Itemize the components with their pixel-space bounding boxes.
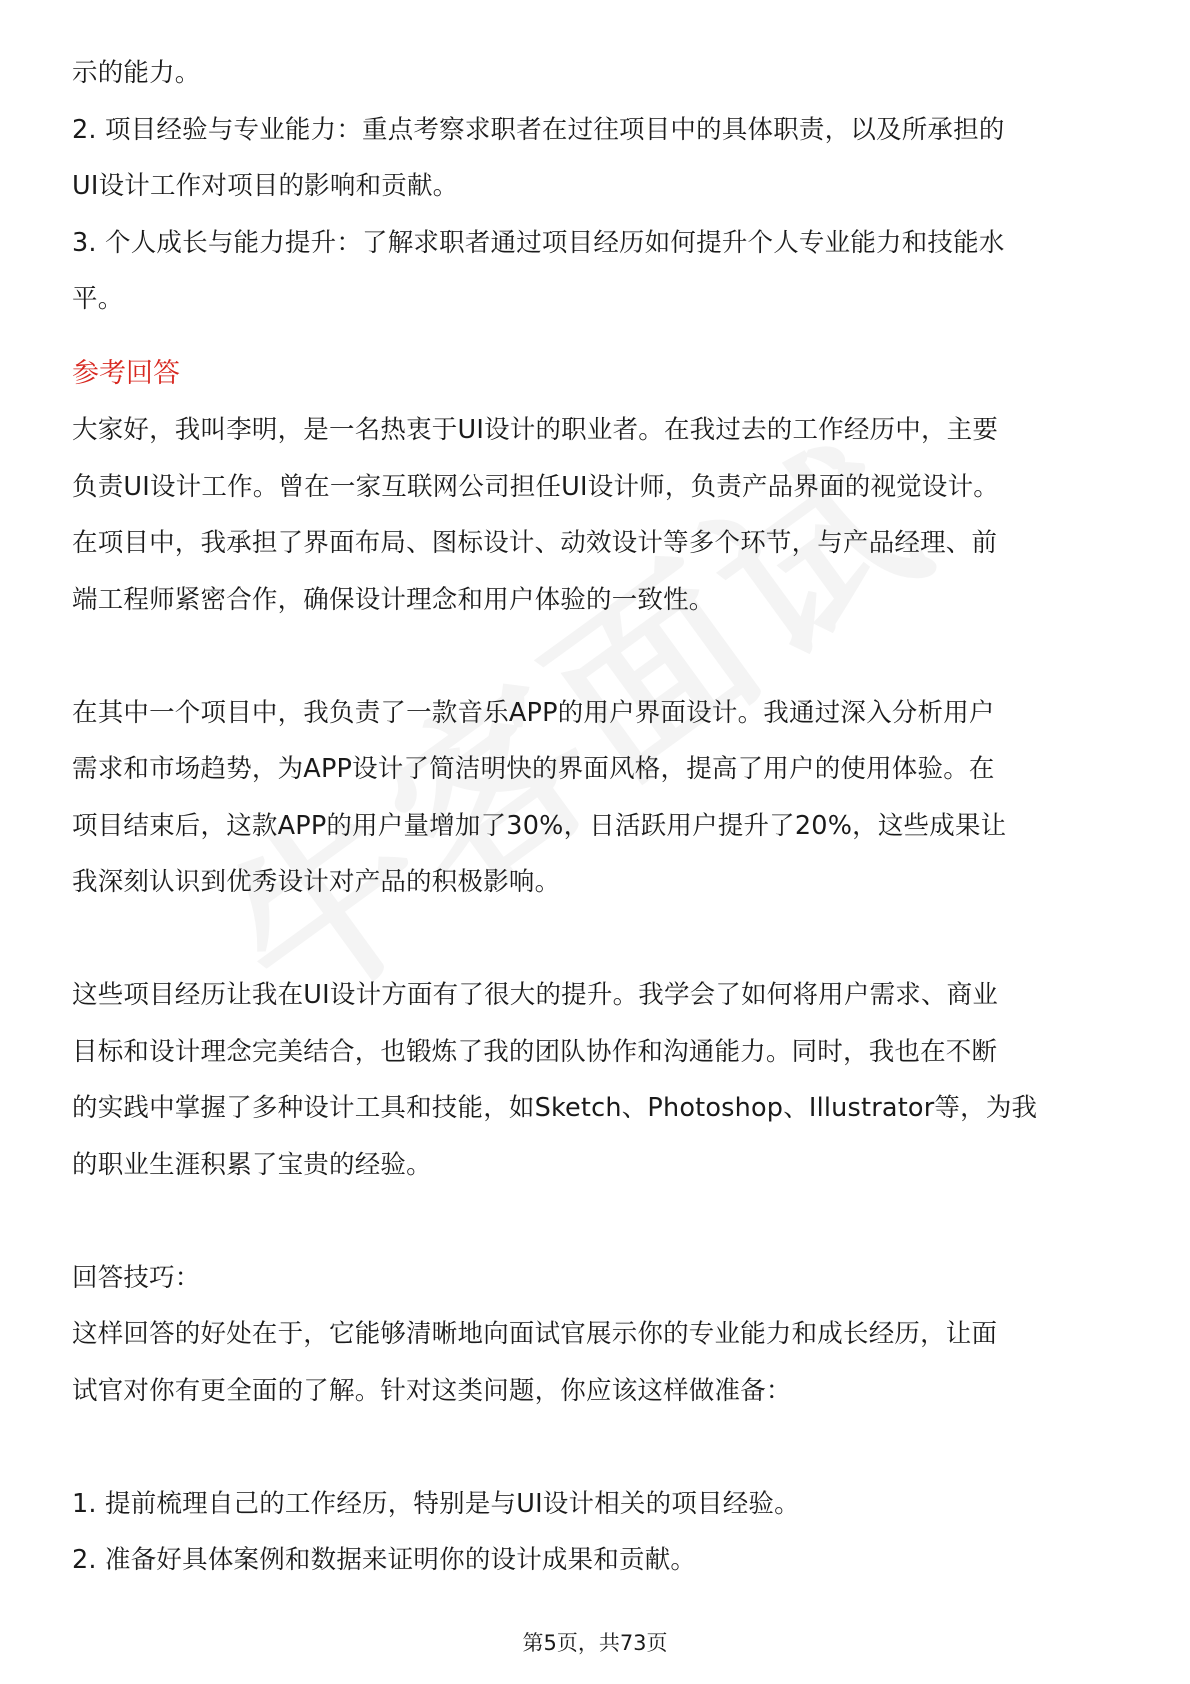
tips-heading: 回答技巧： xyxy=(72,1262,201,1293)
paragraph-gap xyxy=(72,1193,1122,1250)
text-line: 示的能力。 xyxy=(72,58,201,88)
paragraph-line: 端工程师紧密合作，确保设计理念和用户体验的一致性。 xyxy=(72,584,715,615)
document-page xyxy=(72,45,1122,1589)
text-line: UI设计工作对项目的影响和贡献。 xyxy=(72,171,459,201)
paragraph-line: 需求和市场趋势，为APP设计了简洁明快的界面风格，提高了用户的使用体验。在 xyxy=(72,754,995,784)
paragraph-line: 的职业生涯积累了宝贵的经验。 xyxy=(72,1149,432,1180)
section-title: 参考回答 xyxy=(72,357,180,389)
paragraph-line: 负责UI设计工作。曾在一家互联网公司担任UI设计师，负责产品界面的视觉设计。 xyxy=(72,471,999,502)
tips-list-item: 2. 准备好具体案例和数据来证明你的设计成果和贡献。 xyxy=(72,1545,697,1575)
tips-intro-line: 这样回答的好处在于，它能够清晰地向面试官展示你的专业能力和成长经历，让面 xyxy=(72,1319,998,1349)
paragraph-line: 大家好，我叫李明，是一名热衷于UI设计的职业者。在我过去的工作经历中，主要 xyxy=(72,415,999,445)
text-line: 2. 项目经验与专业能力：重点考察求职者在过往项目中的具体职责，以及所承担的 xyxy=(72,114,1005,145)
paragraph-line: 在项目中，我承担了界面布局、图标设计、动效设计等多个环节，与产品经理、前 xyxy=(72,528,998,558)
paragraph-line: 项目结束后，这款APP的用户量增加了30%，日活跃用户提升了20%，这些成果让 xyxy=(72,810,1007,841)
paragraph-line: 这些项目经历让我在UI设计方面有了很大的提升。我学会了如何将用户需求、商业 xyxy=(72,980,999,1010)
paragraph-line: 目标和设计理念完美结合，也锻炼了我的团队协作和沟通能力。同时，我也在不断 xyxy=(72,1036,998,1067)
paragraph-line: 我深刻认识到优秀设计对产品的积极影响。 xyxy=(72,867,561,897)
paragraph-line: 的实践中掌握了多种设计工具和技能，如Sketch、Photoshop、Illustrator等，为我 xyxy=(72,1093,1038,1123)
text-line: 3. 个人成长与能力提升：了解求职者通过项目经历如何提升个人专业能力和技能水 xyxy=(72,227,1005,258)
paragraph-gap xyxy=(72,1419,1122,1476)
page-footer: 第5页，共73页 xyxy=(522,1631,668,1655)
paragraph-gap xyxy=(72,911,1122,968)
paragraph-gap xyxy=(72,628,1122,685)
paragraph-line: 在其中一个项目中，我负责了一款音乐APP的用户界面设计。我通过深入分析用户 xyxy=(72,697,995,728)
tips-list-item: 1. 提前梳理自己的工作经历，特别是与UI设计相关的项目经验。 xyxy=(72,1488,800,1519)
tips-intro-line: 试官对你有更全面的了解。针对这类问题，你应该这样做准备： xyxy=(72,1375,792,1406)
text-line: 平。 xyxy=(72,284,124,314)
